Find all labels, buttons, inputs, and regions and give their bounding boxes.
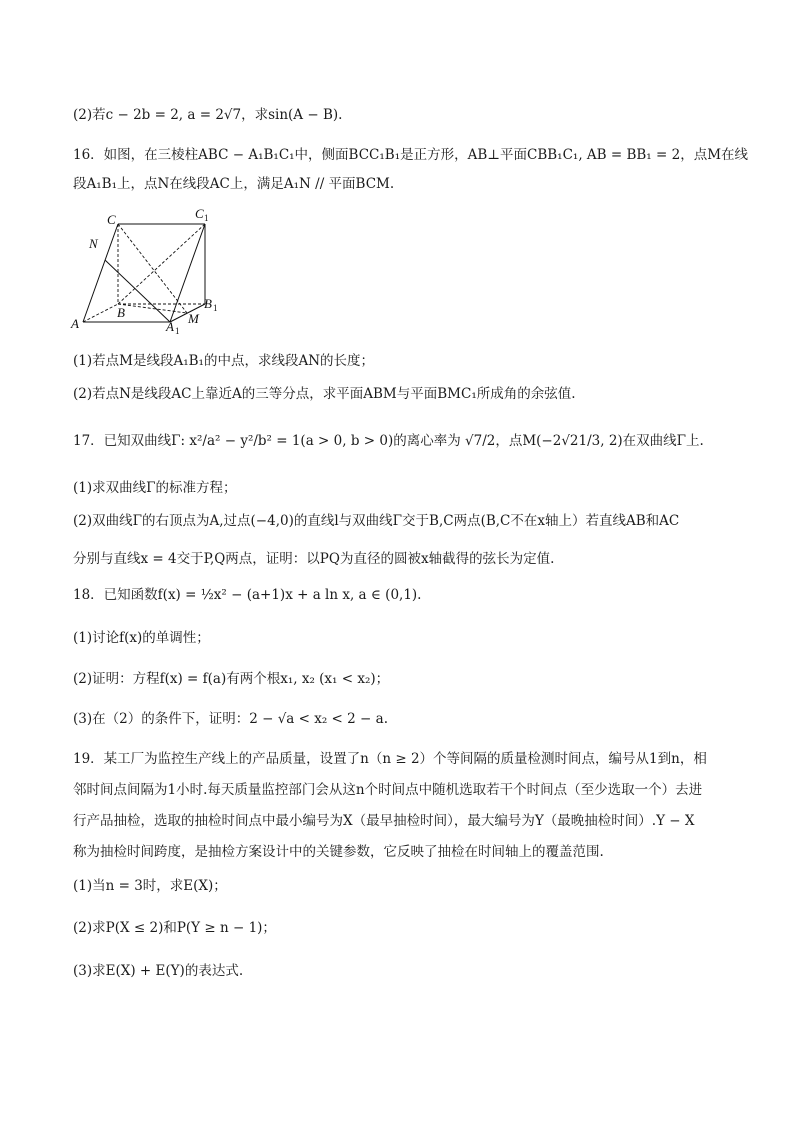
prism-figure <box>66 204 226 340</box>
line-19: (2)求P(X ≤ 2)和P(Y ≥ n − 1)； <box>73 920 276 936</box>
label-c1: C <box>195 206 204 221</box>
label-c1-sub: 1 <box>204 213 209 223</box>
label-b1-sub: 1 <box>213 303 218 313</box>
label-c: C <box>107 212 116 227</box>
label-a1: A <box>166 319 174 334</box>
line-2: 16．如图，在三棱柱ABC − A₁B₁C₁中，侧面BCC₁B₁是正方形，AB⊥平面CBB₁C₁, AB = BB₁ = 2，点M在线 <box>73 147 749 163</box>
label-b1: B <box>204 296 212 311</box>
line-18: (1)当n = 3时，求E(X)； <box>73 878 227 894</box>
segment-c-m <box>118 224 187 313</box>
edge-a1-c1 <box>170 224 205 322</box>
segment-b-c1 <box>118 224 205 304</box>
line-9: 分别与直线x = 4交于P,Q两点，证明：以PQ为直径的圆被x轴截得的弦长为定值. <box>73 551 555 567</box>
label-a: A <box>71 316 79 331</box>
label-b: B <box>117 305 125 320</box>
line-16: 行产品抽检，选取的抽检时间点中最小编号为X（最早抽检时间），最大编号为Y（最晚抽检时间）.Y − X <box>73 813 695 829</box>
line-8: (2)双曲线Γ的右顶点为A,过点(−4,0)的直线l与双曲线Γ交于B,C两点(B,C不在x轴上）若直线AB和AC <box>73 513 680 529</box>
line-7: (1)求双曲线Γ的标准方程； <box>73 480 237 496</box>
line-17: 称为抽检时间跨度，是抽检方案设计中的关键参数，它反映了抽检在时间轴上的覆盖范围. <box>73 844 604 860</box>
segment-n-a1 <box>105 260 170 322</box>
line-13: (3)在（2）的条件下，证明：2 − √a < x₂ < 2 − a. <box>73 711 388 727</box>
label-a1-sub: 1 <box>175 326 180 336</box>
line-15: 邻时间点间隔为1小时.每天质量监控部门会从这n个时间点中随机选取若干个时间点（至少选取一个）去进 <box>73 782 703 798</box>
label-m: M <box>188 311 199 326</box>
line-14: 19．某工厂为监控生产线上的产品质量，设置了n（n ≥ 2）个等间隔的质量检测时间点，编号从1到n，相 <box>73 751 707 767</box>
line-6: 17．已知双曲线Γ: x²/a² − y²/b² = 1(a > 0, b > 0)的离心率为 √7/2，点M(−2√21/3, 2)在双曲线Γ上. <box>73 433 704 449</box>
line-12: (2)证明：方程f(x) = f(a)有两个根x₁, x₂ (x₁ < x₂)； <box>73 671 390 687</box>
label-n: N <box>89 236 98 251</box>
line-10: 18．已知函数f(x) = ½x² − (a+1)x + a ln x, a ∈ (0,1). <box>73 587 422 603</box>
line-3: 段A₁B₁上，点N在线段AC上，满足A₁N // 平面BCM. <box>73 176 395 192</box>
line-5: (2)若点N是线段AC上靠近A的三等分点，求平面ABM与平面BMC₁所成角的余弦值. <box>73 386 576 402</box>
line-11: (1)讨论f(x)的单调性； <box>73 630 210 646</box>
line-20: (3)求E(X) + E(Y)的表达式. <box>73 963 244 979</box>
line-4: (1)若点M是线段A₁B₁的中点，求线段AN的长度； <box>73 353 375 369</box>
line-1: (2)若c − 2b = 2, a = 2√7，求sin(A − B). <box>73 107 343 123</box>
